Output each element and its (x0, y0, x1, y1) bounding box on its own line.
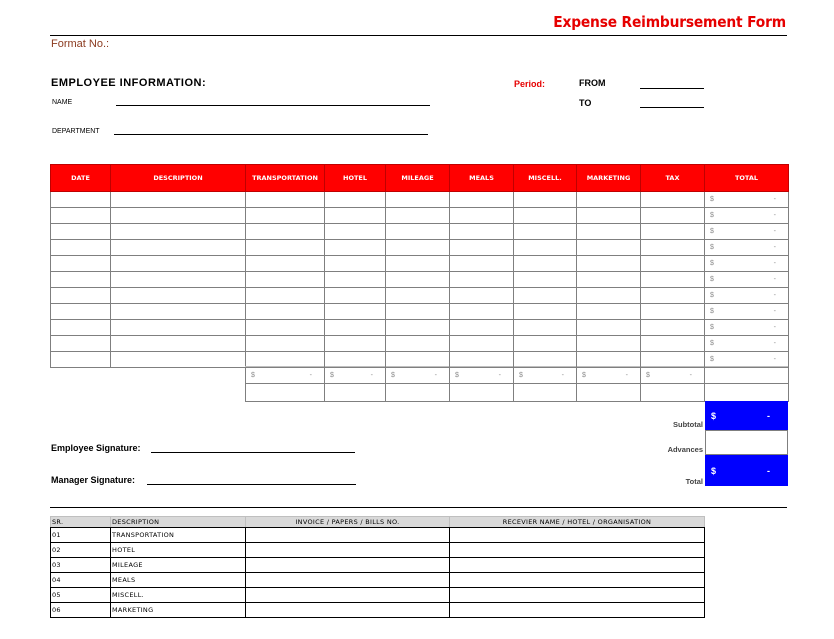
expense-cell[interactable] (514, 304, 577, 320)
expense-cell[interactable] (450, 272, 514, 288)
expense-cell[interactable] (514, 288, 577, 304)
row-total-cell (705, 224, 789, 240)
expense-cell[interactable] (111, 304, 246, 320)
expense-cell[interactable] (111, 336, 246, 352)
column-sum-value: - (370, 371, 373, 379)
expense-cell[interactable] (577, 272, 641, 288)
currency-symbol: $ (710, 212, 714, 219)
blank-cell[interactable] (641, 384, 705, 402)
item-description: MARKETING (111, 603, 246, 618)
blank-cell[interactable] (577, 384, 641, 402)
item-receiver-cell[interactable] (450, 573, 705, 588)
total-box (705, 455, 788, 486)
column-sum-cell (246, 367, 325, 384)
expense-header-transportation: TRANSPORTATION (246, 165, 325, 192)
expense-header-date: DATE (51, 165, 111, 192)
expense-cell[interactable] (641, 336, 705, 352)
expense-cell[interactable] (111, 256, 246, 272)
expense-cell[interactable] (386, 240, 450, 256)
currency-symbol: $ (710, 324, 714, 331)
employee-signature-label: Employee Signature: (51, 443, 141, 453)
row-total-value: - (773, 356, 776, 363)
items-header-description: DESCRIPTION (111, 517, 246, 528)
items-row (51, 573, 705, 588)
expense-cell[interactable] (577, 336, 641, 352)
expense-cell[interactable] (246, 192, 325, 208)
item-receiver-cell[interactable] (450, 558, 705, 573)
expense-cell[interactable] (514, 192, 577, 208)
expense-cell[interactable] (325, 320, 386, 336)
item-receiver-cell[interactable] (450, 528, 705, 543)
currency-symbol: $ (455, 371, 459, 379)
expense-cell[interactable] (641, 320, 705, 336)
item-description: TRANSPORTATION (111, 528, 246, 543)
item-invoice-cell[interactable] (246, 528, 450, 543)
row-total-cell (705, 240, 789, 256)
expense-row (51, 256, 789, 272)
items-row (51, 543, 705, 558)
item-description: HOTEL (111, 543, 246, 558)
expense-cell[interactable] (641, 208, 705, 224)
expense-cell[interactable] (386, 208, 450, 224)
expense-cell[interactable] (641, 272, 705, 288)
expense-cell[interactable] (386, 336, 450, 352)
from-label: FROM (579, 78, 606, 88)
expense-row (51, 304, 789, 320)
expense-row (51, 192, 789, 208)
expense-cell[interactable] (577, 208, 641, 224)
to-field[interactable] (640, 107, 704, 108)
subtotal-currency: $ (711, 410, 717, 421)
expense-cell[interactable] (450, 336, 514, 352)
format-no-label: Format No.: (51, 38, 110, 50)
expense-cell[interactable] (246, 320, 325, 336)
items-header-invoice: INVOICE / PAPERS / BILLS NO. (246, 517, 450, 528)
expense-cell[interactable] (577, 224, 641, 240)
summary-total-col (705, 384, 789, 402)
currency-symbol: $ (710, 260, 714, 267)
expense-cell[interactable] (641, 240, 705, 256)
expense-cell[interactable] (450, 288, 514, 304)
form-title: Expense Reimbursement Form (553, 13, 786, 31)
expense-cell[interactable] (450, 224, 514, 240)
expense-cell[interactable] (450, 304, 514, 320)
column-sum-cell (450, 367, 514, 384)
expense-cell[interactable] (51, 320, 111, 336)
expense-cell[interactable] (514, 256, 577, 272)
column-sum-value: - (689, 371, 692, 379)
expense-row (51, 320, 789, 336)
section-divider (50, 507, 787, 508)
currency-symbol: $ (710, 276, 714, 283)
row-total-cell (705, 192, 789, 208)
item-description: MEALS (111, 573, 246, 588)
blank-cell[interactable] (386, 384, 450, 402)
expense-cell[interactable] (641, 256, 705, 272)
currency-symbol: $ (391, 371, 395, 379)
expense-cell[interactable] (641, 304, 705, 320)
currency-symbol: $ (710, 228, 714, 235)
advances-label: Advances (667, 445, 703, 454)
expense-cell[interactable] (577, 320, 641, 336)
row-total-value: - (773, 276, 776, 283)
expense-header-description: DESCRIPTION (111, 165, 246, 192)
expense-cell[interactable] (514, 336, 577, 352)
period-label: Period: (514, 79, 546, 89)
total-value: - (767, 465, 770, 476)
expense-cell[interactable] (514, 224, 577, 240)
employee-signature-field[interactable] (151, 452, 355, 453)
expense-cell[interactable] (386, 224, 450, 240)
column-sum-value: - (498, 371, 501, 379)
expense-cell[interactable] (111, 288, 246, 304)
title-divider (50, 35, 787, 36)
department-field[interactable] (114, 134, 428, 135)
items-table (50, 516, 705, 618)
row-total-cell (705, 336, 789, 352)
column-sum-cell (577, 367, 641, 384)
expense-header-marketing: MARKETING (577, 165, 641, 192)
column-sum-cell (514, 367, 577, 384)
row-total-cell (705, 288, 789, 304)
from-field[interactable] (640, 88, 704, 89)
currency-symbol: $ (710, 196, 714, 203)
expense-cell[interactable] (51, 224, 111, 240)
item-receiver-cell[interactable] (450, 543, 705, 558)
expense-header-mileage: MILEAGE (386, 165, 450, 192)
currency-symbol: $ (330, 371, 334, 379)
blank-cell[interactable] (514, 384, 577, 402)
item-receiver-cell[interactable] (450, 603, 705, 618)
item-receiver-cell[interactable] (450, 588, 705, 603)
column-sum-value: - (434, 371, 437, 379)
expense-cell[interactable] (386, 272, 450, 288)
manager-signature-field[interactable] (147, 484, 356, 485)
item-invoice-cell[interactable] (246, 558, 450, 573)
expense-cell[interactable] (386, 256, 450, 272)
row-total-value: - (773, 292, 776, 299)
expense-row (51, 224, 789, 240)
expense-cell[interactable] (246, 224, 325, 240)
expense-cell[interactable] (325, 336, 386, 352)
expense-header-total: TOTAL (705, 165, 789, 192)
expense-cell[interactable] (111, 192, 246, 208)
item-sr: 01 (51, 528, 111, 543)
currency-symbol: $ (646, 371, 650, 379)
subtotal-value: - (767, 410, 770, 421)
expense-cell[interactable] (246, 208, 325, 224)
subtotal-label: Subtotal (673, 420, 703, 429)
row-total-value: - (773, 228, 776, 235)
blank-cell[interactable] (246, 384, 325, 402)
expense-cell[interactable] (450, 208, 514, 224)
expense-cell[interactable] (450, 256, 514, 272)
employee-signature (51, 443, 141, 453)
column-sum-cell (641, 367, 705, 384)
row-total-cell (705, 208, 789, 224)
column-sum-cell (325, 367, 386, 384)
currency-symbol: $ (251, 371, 255, 379)
expense-cell[interactable] (577, 288, 641, 304)
expense-cell[interactable] (641, 192, 705, 208)
currency-symbol: $ (710, 292, 714, 299)
expense-cell[interactable] (325, 224, 386, 240)
department-label: DEPARTMENT (52, 128, 100, 135)
expense-cell[interactable] (577, 256, 641, 272)
expense-cell[interactable] (386, 288, 450, 304)
expense-header-hotel: HOTEL (325, 165, 386, 192)
item-description: MISCELL. (111, 588, 246, 603)
expense-cell[interactable] (51, 192, 111, 208)
total-label: Total (685, 477, 703, 486)
expense-header-miscell: MISCELL. (514, 165, 577, 192)
summary-total-col (705, 367, 789, 384)
name-field[interactable] (116, 105, 430, 106)
expense-cell[interactable] (246, 256, 325, 272)
items-row (51, 588, 705, 603)
blank-cell[interactable] (450, 384, 514, 402)
manager-signature-label: Manager Signature: (51, 475, 136, 485)
employee-info-heading: EMPLOYEE INFORMATION: (51, 77, 207, 89)
expense-cell[interactable] (246, 240, 325, 256)
currency-symbol: $ (710, 356, 714, 363)
blank-cell[interactable] (325, 384, 386, 402)
expense-cell[interactable] (514, 272, 577, 288)
expense-cell[interactable] (51, 208, 111, 224)
expense-cell[interactable] (246, 336, 325, 352)
expense-cell[interactable] (51, 304, 111, 320)
expense-cell[interactable] (51, 240, 111, 256)
expense-cell[interactable] (325, 288, 386, 304)
to-label: TO (579, 98, 592, 108)
items-row (51, 558, 705, 573)
subtotal-box (705, 401, 788, 430)
expense-cell[interactable] (51, 288, 111, 304)
expense-cell[interactable] (514, 320, 577, 336)
expense-cell[interactable] (450, 240, 514, 256)
expense-header-tax: TAX (641, 165, 705, 192)
items-header-sr: SR. (51, 517, 111, 528)
expense-cell[interactable] (51, 336, 111, 352)
expense-cell[interactable] (386, 320, 450, 336)
expense-cell[interactable] (111, 320, 246, 336)
items-row (51, 603, 705, 618)
expense-cell[interactable] (51, 352, 111, 368)
expense-cell[interactable] (641, 224, 705, 240)
expense-cell[interactable] (325, 304, 386, 320)
item-invoice-cell[interactable] (246, 543, 450, 558)
item-invoice-cell[interactable] (246, 588, 450, 603)
expense-row (51, 272, 789, 288)
item-sr: 03 (51, 558, 111, 573)
name-label: NAME (52, 99, 73, 106)
row-total-value: - (773, 340, 776, 347)
expense-cell[interactable] (325, 256, 386, 272)
expense-cell[interactable] (325, 208, 386, 224)
expense-cell[interactable] (246, 304, 325, 320)
item-sr: 06 (51, 603, 111, 618)
expense-cell[interactable] (514, 208, 577, 224)
expense-cell[interactable] (450, 192, 514, 208)
row-total-cell (705, 256, 789, 272)
row-total-value: - (773, 244, 776, 251)
row-total-value: - (773, 308, 776, 315)
column-sum-value: - (625, 371, 628, 379)
expense-row (51, 288, 789, 304)
expense-cell[interactable] (577, 192, 641, 208)
items-row (51, 528, 705, 543)
expense-cell[interactable] (641, 288, 705, 304)
expense-cell[interactable] (111, 352, 246, 368)
row-total-value: - (773, 260, 776, 267)
currency-symbol: $ (582, 371, 586, 379)
expense-cell[interactable] (246, 288, 325, 304)
row-total-value: - (773, 212, 776, 219)
item-sr: 02 (51, 543, 111, 558)
item-description: MILEAGE (111, 558, 246, 573)
currency-symbol: $ (710, 340, 714, 347)
column-sum-value: - (561, 371, 564, 379)
expense-cell[interactable] (325, 192, 386, 208)
row-total-cell (705, 272, 789, 288)
row-total-cell (705, 304, 789, 320)
expense-cell[interactable] (325, 240, 386, 256)
expense-cell[interactable] (386, 192, 450, 208)
item-invoice-cell[interactable] (246, 573, 450, 588)
row-total-cell (705, 320, 789, 336)
expense-header-meals: MEALS (450, 165, 514, 192)
currency-symbol: $ (519, 371, 523, 379)
expense-row (51, 208, 789, 224)
expense-cell[interactable] (577, 304, 641, 320)
currency-symbol: $ (710, 244, 714, 251)
expense-row (51, 336, 789, 352)
row-total-value: - (773, 324, 776, 331)
expense-cell[interactable] (325, 272, 386, 288)
column-sum-value: - (309, 371, 312, 379)
expense-cell[interactable] (577, 240, 641, 256)
item-invoice-cell[interactable] (246, 603, 450, 618)
column-summary-table (245, 366, 789, 402)
currency-symbol: $ (710, 308, 714, 315)
expense-cell[interactable] (246, 272, 325, 288)
column-sum-cell (386, 367, 450, 384)
row-total-value: - (773, 196, 776, 203)
item-sr: 04 (51, 573, 111, 588)
expense-row (51, 240, 789, 256)
expense-cell[interactable] (111, 240, 246, 256)
expense-table (50, 164, 789, 368)
manager-signature (51, 475, 135, 485)
expense-cell[interactable] (386, 304, 450, 320)
expense-cell[interactable] (111, 208, 246, 224)
expense-cell[interactable] (111, 224, 246, 240)
total-currency: $ (711, 465, 717, 476)
expense-cell[interactable] (51, 256, 111, 272)
items-header-receiver: RECEVIER NAME / HOTEL / ORGANISATION (450, 517, 705, 528)
expense-cell[interactable] (450, 320, 514, 336)
expense-cell[interactable] (514, 240, 577, 256)
expense-cell[interactable] (51, 272, 111, 288)
advances-field[interactable] (705, 430, 788, 455)
expense-cell[interactable] (111, 272, 246, 288)
item-sr: 05 (51, 588, 111, 603)
